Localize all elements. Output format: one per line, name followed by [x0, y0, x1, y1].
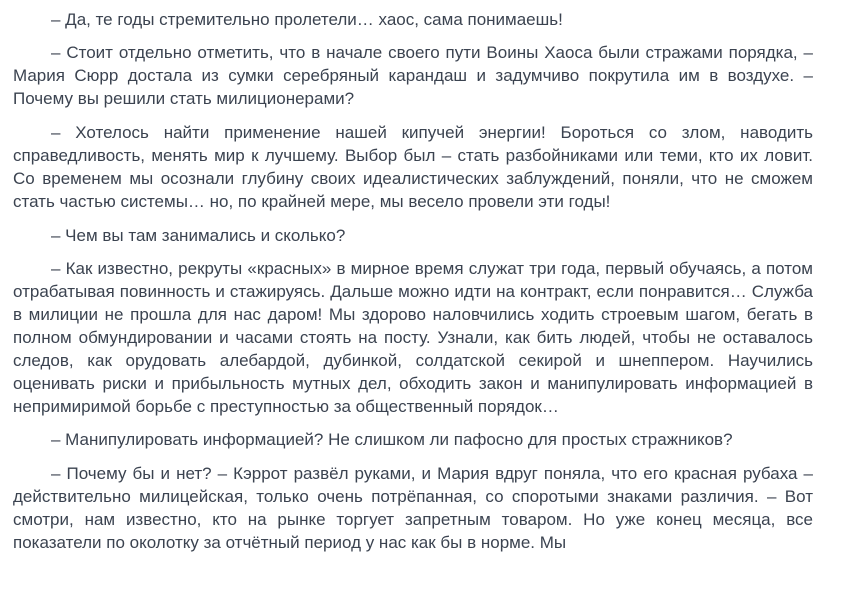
paragraph-6: – Манипулировать информацией? Не слишком ли пафосно для простых стражников? — [51, 430, 733, 449]
paragraph-3: – Хотелось найти применение нашей кипучей энергии! Бороться со злом, наводить справедливость, менять мир к лучшему. Выбор был – стать разбойниками или теми, кто их ловит. Со временем мы осознали глубину своих идеалистических заблуждений, поняли, что не сможем стать частью системы… но, по крайней мере, мы весело провели эти годы! — [13, 123, 813, 211]
paragraph-5: – Как известно, рекруты «красных» в мирное время служат три года, первый обучаясь, а потом отрабатывая повинность и стажируясь. Дальше можно идти на контракт, если понравится… Служба в милиции не прошла для нас даром! Мы здорово наловчились ходить строевым шагом, бегать в полном обмундировании и часами стоять на посту. Узнали, как бить людей, чтобы не оставалось следов, как орудовать алебардой, дубинкой, солдатской секирой и шнеппером. Научились оценивать риски и прибыльность мутных дел, обходить закон и манипулировать информацией в непримиримой борьбе с преступностью за общественный порядок… — [13, 259, 813, 416]
paragraph-7: – Почему бы и нет? – Кэррот развёл руками, и Мария вдруг поняла, что его красная рубаха – действительно милицейская, только очень потрёпанная, со споротыми знаками различия. – Вот смотри, нам известно, кто на рынке торгует запретным товаром. Но уже конец месяца, все показатели по околотку за отчётный период у нас как бы в норме. Мы — [13, 464, 813, 552]
document-body — [13, 0, 813, 554]
paragraph-1: – Да, те годы стремительно пролетели… хаос, сама понимаешь! — [51, 10, 563, 29]
paragraph-2: – Стоит отдельно отметить, что в начале своего пути Воины Хаоса были стражами порядка, – Мария Сюрр достала из сумки серебряный карандаш и задумчиво покрутила им в воздухе. – Почему вы решили стать милиционерами? — [13, 43, 813, 108]
paragraph-4: – Чем вы там занимались и сколько? — [51, 226, 346, 245]
